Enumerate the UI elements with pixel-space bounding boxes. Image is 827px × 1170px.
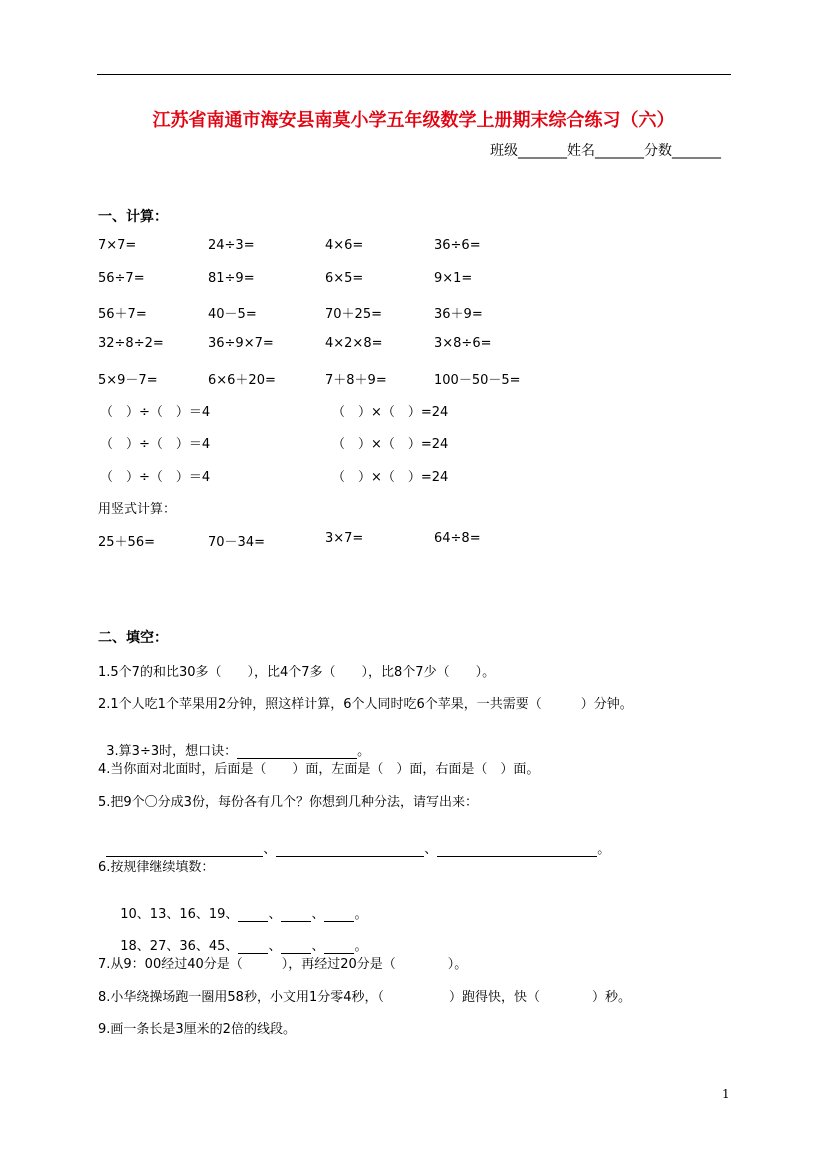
calc-item: 36÷9×7=: [208, 336, 274, 351]
separator: 、: [424, 842, 438, 857]
calc-item: 100－50－5=: [434, 373, 521, 388]
answer-line: [238, 940, 268, 954]
vertical-calc-item: 25＋56=: [98, 535, 155, 550]
calc-item: 40－5=: [208, 307, 257, 322]
header-rule: [97, 74, 731, 75]
separator: 、: [311, 907, 325, 922]
question-3-end: 。: [357, 744, 371, 759]
vertical-calc-label: 用竖式计算：: [98, 502, 177, 517]
calc-item: 24÷3=: [208, 238, 255, 253]
question-2: 2.1个人吃1个苹果用2分钟，照这样计算，6个人同时吃6个苹果，一共需要（ ）分钟。: [98, 697, 633, 712]
calc-item: 4×2×8=: [325, 336, 383, 351]
question-3: [98, 725, 370, 759]
answer-line: [106, 843, 263, 857]
question-6-sequence-a: [112, 888, 367, 922]
calc-item: 56＋7=: [98, 307, 147, 322]
student-info-fields: 班级_______姓名_______分数_______: [490, 143, 721, 159]
question-7: 7.从9：00经过40分是（ ），再经过20分是（ ）。: [98, 957, 468, 972]
vertical-calc-item: 3×7=: [325, 531, 364, 546]
question-9: 9.画一条长是3厘米的2倍的线段。: [98, 1022, 296, 1037]
sequence-text: 18、27、36、45、: [120, 939, 239, 954]
question-6-sequence-b: [112, 920, 367, 954]
calc-item: 32÷8÷2=: [98, 336, 164, 351]
end-mark: 。: [354, 907, 368, 922]
document-title: 江苏省南通市海安县南莫小学五年级数学上册期末综合练习（六）: [152, 110, 675, 131]
question-5-answers: [98, 823, 610, 857]
calc-item: 6×6＋20=: [208, 373, 276, 388]
calc-item: 4×6=: [325, 238, 364, 253]
sequence-text: 10、13、16、19、: [120, 907, 239, 922]
division-blank: （ ）÷（ ）＝4: [100, 437, 211, 452]
multiplication-blank: （ ）×（ ）=24: [332, 437, 449, 452]
question-8: 8.小华绕操场跑一圈用58秒，小文用1分零4秒，（ ）跑得快，快（ ）秒。: [98, 990, 631, 1005]
answer-line: [276, 843, 424, 857]
question-6: 6.按规律继续填数：: [98, 860, 215, 875]
calc-item: 70＋25=: [325, 307, 382, 322]
calc-item: 36÷6=: [434, 238, 481, 253]
separator: 、: [311, 939, 325, 954]
answer-line: [437, 843, 597, 857]
answer-line: [281, 940, 311, 954]
section1-heading: 一、计算：: [98, 209, 168, 225]
calc-item: 36＋9=: [434, 307, 483, 322]
answer-line: [324, 940, 354, 954]
question-5: 5.把9个〇分成3份，每份各有几个？你想到几种分法，请写出来：: [98, 795, 478, 810]
calc-item: 81÷9=: [208, 271, 255, 286]
separator: 、: [268, 939, 282, 954]
calc-item: 7×7=: [98, 238, 137, 253]
question-4: 4.当你面对北面时，后面是（ ）面，左面是（ ）面，右面是（ ）面。: [98, 762, 540, 777]
end-mark: 。: [597, 842, 611, 857]
question-1: 1.5个7的和比30多（ ），比4个7多（ ），比8个7少（ ）。: [98, 665, 496, 680]
separator: 、: [268, 907, 282, 922]
calc-item: 9×1=: [434, 271, 473, 286]
division-blank: （ ）÷（ ）＝4: [100, 405, 211, 420]
calc-item: 3×8÷6=: [434, 336, 492, 351]
separator: 、: [263, 842, 277, 857]
answer-line: [237, 745, 357, 759]
multiplication-blank: （ ）×（ ）=24: [332, 470, 449, 485]
calc-item: 5×9－7=: [98, 373, 158, 388]
calc-item: 56÷7=: [98, 271, 145, 286]
vertical-calc-item: 70－34=: [208, 535, 265, 550]
section2-heading: 二、填空：: [98, 630, 168, 646]
page-number: 1: [722, 1087, 730, 1101]
division-blank: （ ）÷（ ）＝4: [100, 470, 211, 485]
question-3-text: 3.算3÷3时，想口诀：: [106, 744, 238, 759]
end-mark: 。: [354, 939, 368, 954]
calc-item: 7＋8＋9=: [325, 373, 387, 388]
calc-item: 6×5=: [325, 271, 364, 286]
multiplication-blank: （ ）×（ ）=24: [332, 405, 449, 420]
vertical-calc-item: 64÷8=: [434, 531, 481, 546]
